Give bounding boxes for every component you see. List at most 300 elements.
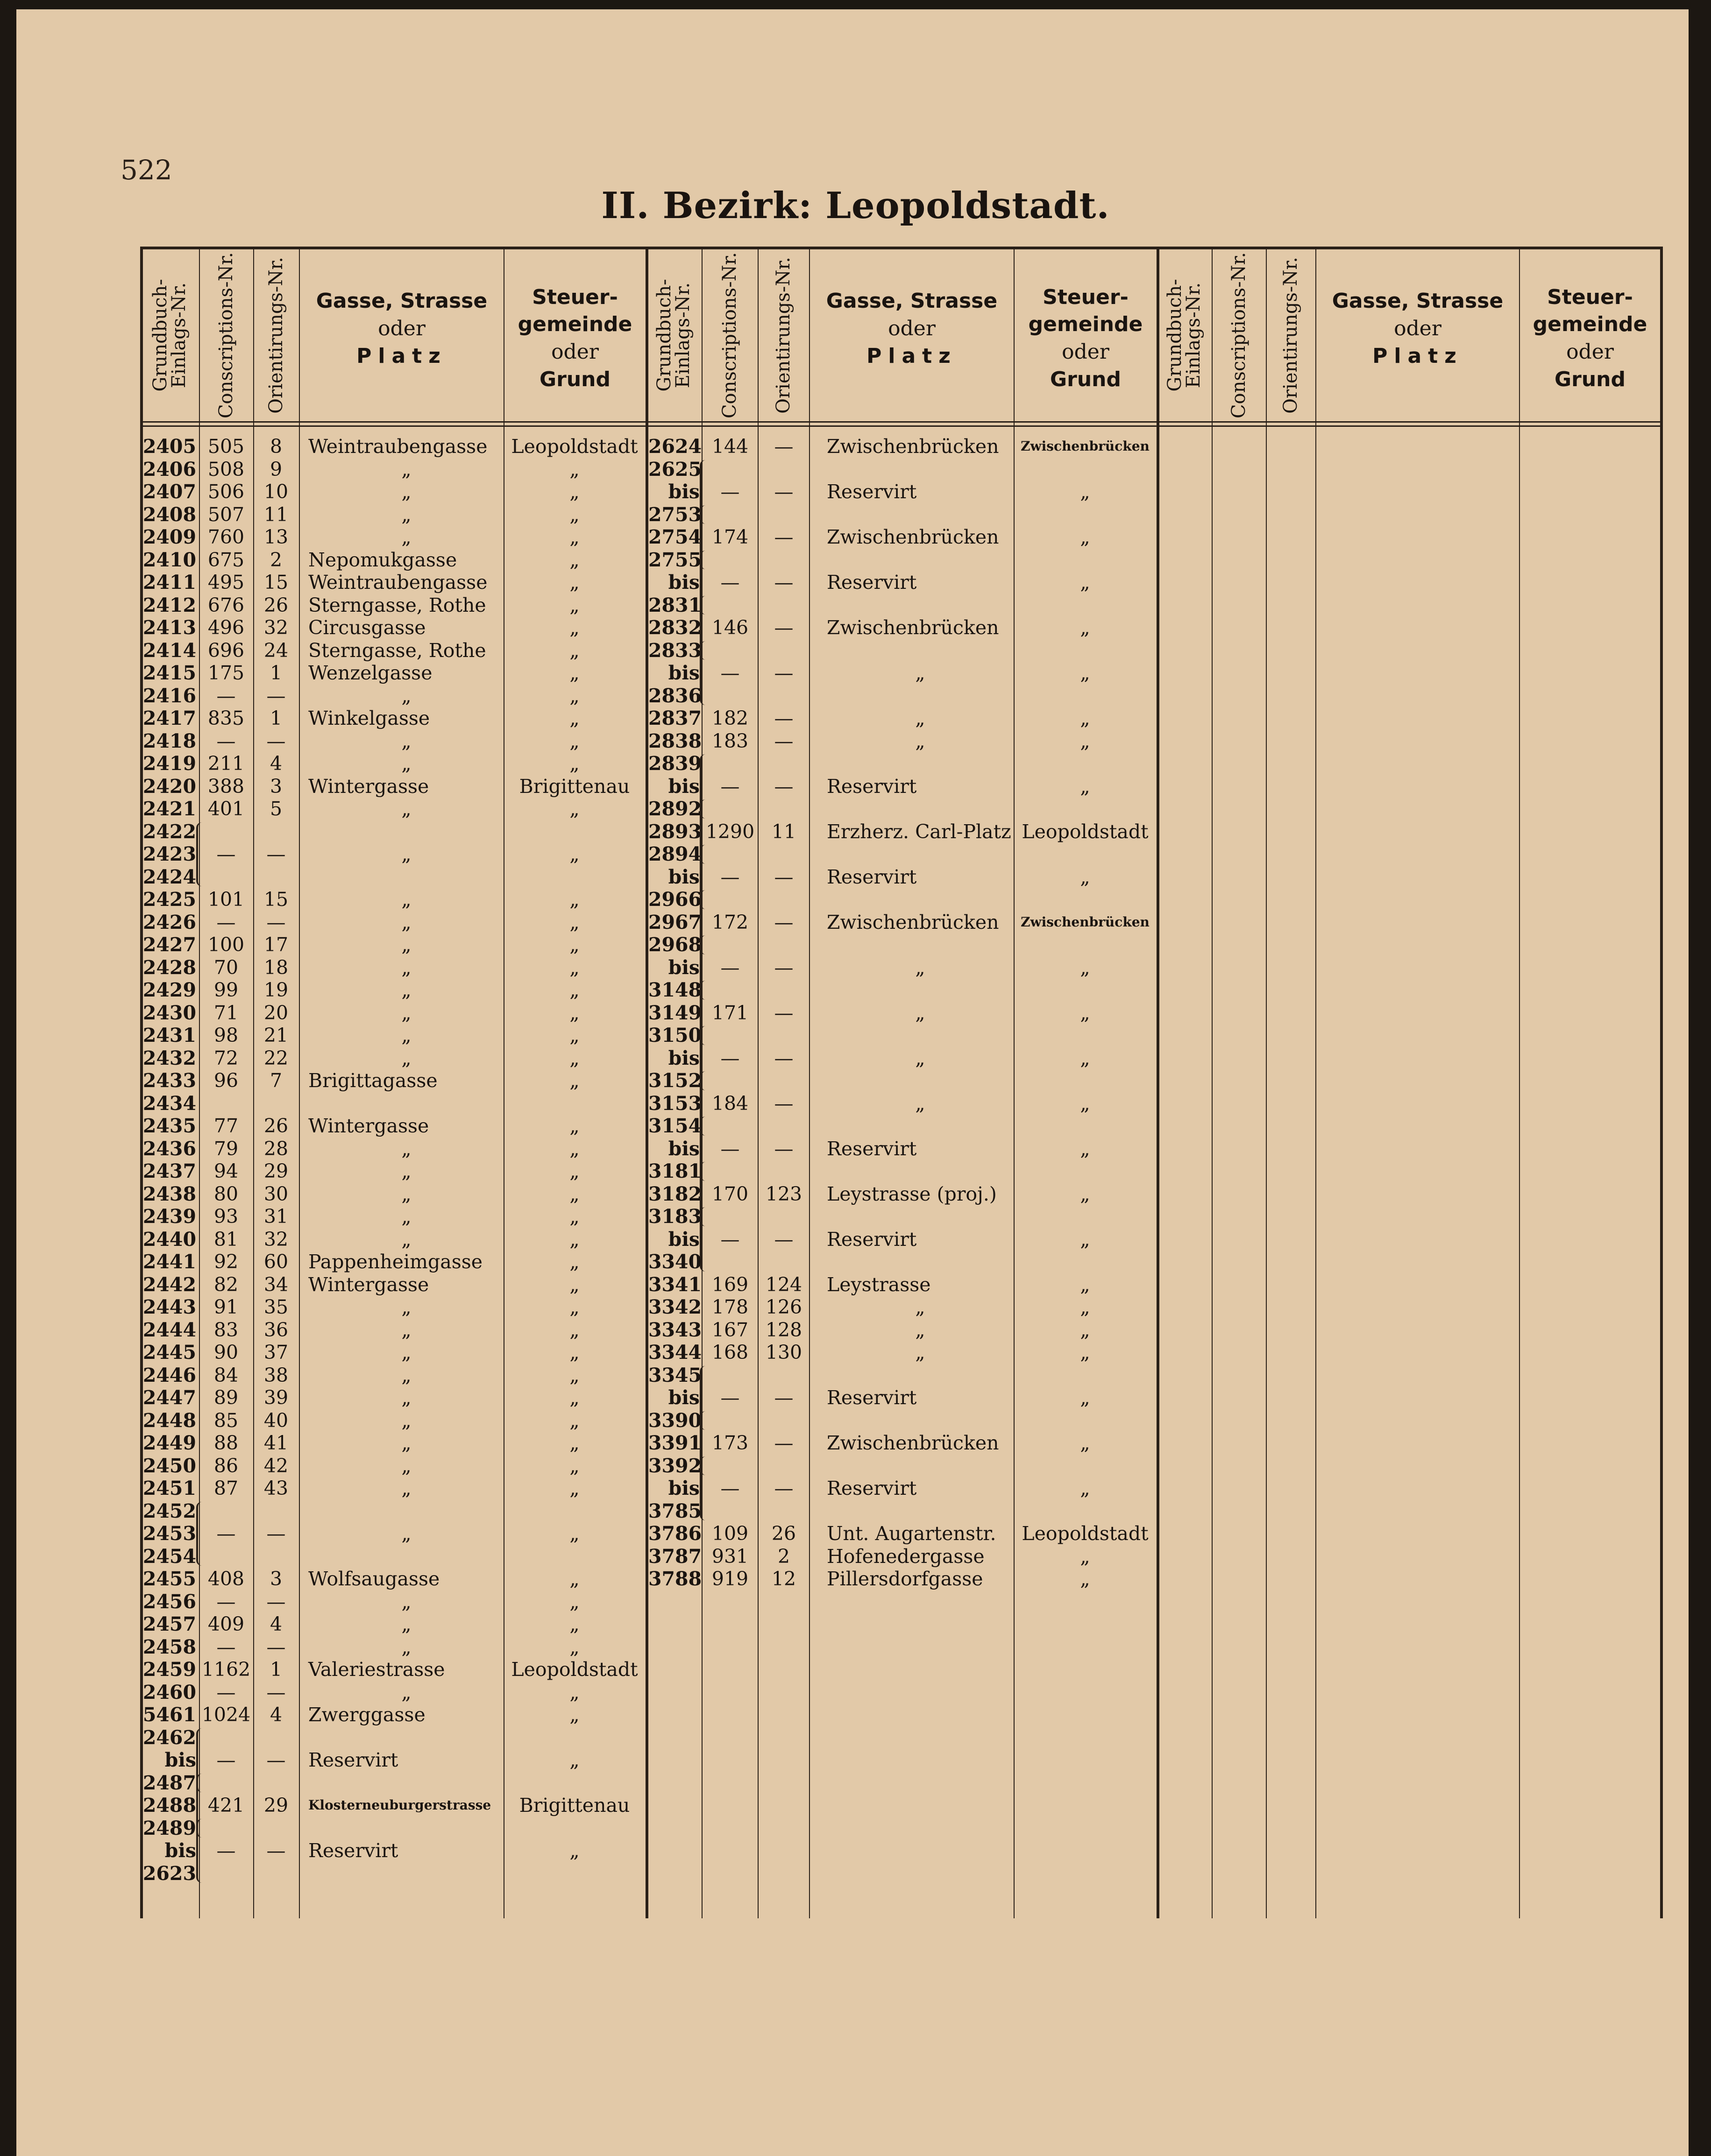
conscriptions-nr: — xyxy=(720,1386,740,1409)
street-name: „ xyxy=(401,1635,412,1658)
conscriptions-nr: 183 xyxy=(711,729,749,752)
column-rule xyxy=(299,247,300,1918)
orientirungs-nr: — xyxy=(774,1386,794,1409)
orientirungs-nr: — xyxy=(266,1522,286,1545)
street-name: „ xyxy=(401,458,412,481)
grundbuch-nr: 2438 xyxy=(142,1182,196,1205)
orientirungs-nr: 34 xyxy=(263,1273,289,1296)
grundbuch-nr: 2427 xyxy=(142,933,196,956)
grundbuch-nr: 2445 xyxy=(142,1341,196,1364)
conscriptions-nr: 174 xyxy=(711,526,749,548)
grundbuch-nr: 3183 xyxy=(648,1205,702,1228)
grundbuch-nr: 2409 xyxy=(142,526,196,548)
grundbuch-nr: 2754 xyxy=(648,526,702,548)
header-steuer-line: oder xyxy=(1062,340,1109,364)
orientirungs-nr: 17 xyxy=(263,933,289,956)
header-steuer-line: oder xyxy=(551,340,599,364)
orientirungs-nr: 36 xyxy=(263,1318,289,1341)
grundbuch-nr: 3390 xyxy=(648,1409,702,1432)
street-name: „ xyxy=(915,1092,925,1115)
street-name: „ xyxy=(401,1137,412,1160)
column-rule xyxy=(1660,247,1663,1918)
grundbuch-nr: 2406 xyxy=(142,458,196,481)
orientirungs-nr: 8 xyxy=(270,435,283,458)
tax-municipality: „ xyxy=(569,526,580,548)
tax-municipality: „ xyxy=(1080,729,1090,752)
orientirungs-nr: — xyxy=(774,571,794,594)
tax-municipality: „ xyxy=(569,1228,580,1251)
orientirungs-nr: 1 xyxy=(270,1658,283,1681)
conscriptions-nr: 408 xyxy=(207,1568,245,1590)
grundbuch-nr: 2435 xyxy=(142,1115,196,1137)
grundbuch-nr: 3181 xyxy=(648,1160,702,1182)
street-name: Reservirt xyxy=(827,1137,917,1160)
page-title: II. Bezirk: Leopoldstadt. xyxy=(601,184,1110,227)
street-name: Hofenedergasse xyxy=(827,1545,985,1568)
header-gasse-line: oder xyxy=(1394,317,1441,340)
orientirungs-nr: — xyxy=(774,707,794,729)
conscriptions-nr: — xyxy=(216,1635,236,1658)
street-name: Zwischenbrücken xyxy=(827,1432,999,1454)
street-name: „ xyxy=(915,1046,925,1069)
header-grundbuch-label: Grundbuch- Einlags-Nr. xyxy=(653,279,694,392)
tax-municipality: „ xyxy=(569,1477,580,1499)
conscriptions-nr: — xyxy=(216,1522,236,1545)
header-steuer-line: Grund xyxy=(1555,368,1626,391)
tax-municipality: „ xyxy=(569,1613,580,1635)
conscriptions-nr: — xyxy=(216,843,236,865)
grundbuch-nr: 2408 xyxy=(142,503,196,526)
grundbuch-nr: 2416 xyxy=(142,684,196,707)
street-name: Reservirt xyxy=(827,571,917,594)
conscriptions-nr: 77 xyxy=(213,1115,239,1137)
orientirungs-nr: 31 xyxy=(263,1205,289,1228)
street-name: „ xyxy=(401,1205,412,1228)
column-rule xyxy=(1519,247,1520,1918)
conscriptions-nr: — xyxy=(216,1839,236,1862)
grundbuch-nr: 3340 xyxy=(648,1251,702,1273)
street-name: Brigittagasse xyxy=(308,1069,438,1092)
grundbuch-nr: 3150 xyxy=(648,1024,702,1046)
grundbuch-nr: 2967 xyxy=(648,911,702,933)
orientirungs-nr: — xyxy=(774,1477,794,1499)
conscriptions-nr: — xyxy=(720,571,740,594)
orientirungs-nr: 29 xyxy=(263,1160,289,1182)
grundbuch-nr: 2458 xyxy=(142,1635,196,1658)
grundbuch-nr: 2837 xyxy=(648,707,702,729)
tax-municipality: „ xyxy=(569,1205,580,1228)
conscriptions-nr: 84 xyxy=(213,1364,239,1386)
grundbuch-nr: 2447 xyxy=(142,1386,196,1409)
tax-municipality: Brigittenau xyxy=(519,775,630,798)
orientirungs-nr: 26 xyxy=(771,1522,796,1545)
orientirungs-nr: 124 xyxy=(765,1273,802,1296)
header-steuergemeinde xyxy=(504,284,646,393)
header-gasse-line: Gasse, Strasse xyxy=(826,289,998,313)
conscriptions-nr: 184 xyxy=(711,1092,749,1115)
tax-municipality: „ xyxy=(569,1568,580,1590)
grundbuch-nr: 3341 xyxy=(648,1273,702,1296)
tax-municipality: „ xyxy=(569,729,580,752)
street-name: „ xyxy=(401,1477,412,1499)
grundbuch-nr: bis xyxy=(668,481,700,503)
conscriptions-nr: 178 xyxy=(711,1296,749,1318)
street-name: „ xyxy=(401,1160,412,1182)
street-name: „ xyxy=(915,707,925,729)
orientirungs-nr: 9 xyxy=(270,458,283,481)
tax-municipality: „ xyxy=(569,1137,580,1160)
grundbuch-nr: 2423 xyxy=(142,843,196,865)
column-rule xyxy=(1212,247,1213,1918)
tax-municipality: „ xyxy=(569,571,580,594)
tax-municipality: „ xyxy=(569,1318,580,1341)
conscriptions-nr: 99 xyxy=(213,979,239,1001)
grundbuch-nr: 3149 xyxy=(648,1001,702,1024)
column-rule xyxy=(1266,247,1267,1918)
conscriptions-nr: 82 xyxy=(213,1273,239,1296)
tax-municipality: „ xyxy=(1080,1568,1090,1590)
tax-municipality: „ xyxy=(569,843,580,865)
tax-municipality: „ xyxy=(1080,1386,1090,1409)
street-name: „ xyxy=(401,752,412,775)
grundbuch-nr: 2429 xyxy=(142,979,196,1001)
tax-municipality: Leopoldstadt xyxy=(511,1658,638,1681)
orientirungs-nr: 26 xyxy=(263,1115,289,1137)
conscriptions-nr: 80 xyxy=(213,1182,239,1205)
street-name: „ xyxy=(401,1364,412,1386)
conscriptions-nr: — xyxy=(720,1046,740,1069)
orientirungs-nr: 15 xyxy=(263,571,289,594)
street-name: Zwischenbrücken xyxy=(827,526,999,548)
street-name: „ xyxy=(401,1409,412,1432)
street-name: Reservirt xyxy=(827,1477,917,1499)
grundbuch-nr: 2452 xyxy=(142,1499,196,1522)
street-name: „ xyxy=(401,843,412,865)
header-bottom-rule xyxy=(140,425,1663,427)
orientirungs-nr: 38 xyxy=(263,1364,289,1386)
grundbuch-nr: 2434 xyxy=(142,1092,196,1115)
header-steuer-line: Grund xyxy=(1050,368,1121,391)
grundbuch-nr: 2457 xyxy=(142,1613,196,1635)
grundbuch-nr: 2407 xyxy=(142,481,196,503)
conscriptions-nr: 94 xyxy=(213,1160,239,1182)
grundbuch-nr: 2450 xyxy=(142,1454,196,1477)
orientirungs-nr: 7 xyxy=(270,1069,283,1092)
street-name: „ xyxy=(401,526,412,548)
orientirungs-nr: — xyxy=(266,1839,286,1862)
orientirungs-nr: — xyxy=(774,865,794,888)
tax-municipality: „ xyxy=(569,1115,580,1137)
grundbuch-nr: 3343 xyxy=(648,1318,702,1341)
orientirungs-nr: 39 xyxy=(263,1386,289,1409)
grundbuch-nr: 2455 xyxy=(142,1568,196,1590)
street-name: „ xyxy=(401,481,412,503)
orientirungs-nr: 20 xyxy=(263,1001,289,1024)
grundbuch-nr: 2755 xyxy=(648,548,702,571)
column-rule xyxy=(758,247,759,1918)
orientirungs-nr: — xyxy=(266,1749,286,1771)
grundbuch-nr: 2432 xyxy=(142,1046,196,1069)
tax-municipality: „ xyxy=(1080,1296,1090,1318)
conscriptions-nr: 835 xyxy=(207,707,245,729)
grundbuch-nr: bis xyxy=(668,662,700,684)
street-name: „ xyxy=(401,1024,412,1046)
grundbuch-nr: 2441 xyxy=(142,1251,196,1273)
conscriptions-nr: 507 xyxy=(207,503,245,526)
orientirungs-nr: 3 xyxy=(270,775,283,798)
conscriptions-nr: 144 xyxy=(711,435,749,458)
conscriptions-nr: 169 xyxy=(711,1273,749,1296)
conscriptions-nr: — xyxy=(720,1137,740,1160)
tax-municipality: „ xyxy=(569,1160,580,1182)
tax-municipality: „ xyxy=(569,1749,580,1771)
grundbuch-nr: 3787 xyxy=(648,1545,702,1568)
grundbuch-nr: 2839 xyxy=(648,752,702,775)
orientirungs-nr: 4 xyxy=(270,1613,283,1635)
grundbuch-nr: 3154 xyxy=(648,1115,702,1137)
grundbuch-nr: bis xyxy=(164,1839,196,1862)
conscriptions-nr: 89 xyxy=(213,1386,239,1409)
orientirungs-nr: 26 xyxy=(263,594,289,616)
conscriptions-nr: 171 xyxy=(711,1001,749,1024)
grundbuch-nr: 2426 xyxy=(142,911,196,933)
street-name: Wintergasse xyxy=(308,1273,429,1296)
orientirungs-nr: 11 xyxy=(771,820,796,843)
orientirungs-nr: — xyxy=(774,526,794,548)
tax-municipality: „ xyxy=(569,458,580,481)
orientirungs-nr: 32 xyxy=(263,616,289,639)
grundbuch-nr: bis xyxy=(668,1137,700,1160)
street-name: „ xyxy=(401,729,412,752)
tax-municipality: „ xyxy=(569,798,580,820)
orientirungs-nr: 2 xyxy=(270,548,283,571)
orientirungs-nr: — xyxy=(266,1590,286,1613)
conscriptions-nr: 1024 xyxy=(201,1704,251,1726)
orientirungs-nr: 43 xyxy=(263,1477,289,1499)
conscriptions-nr: 85 xyxy=(213,1409,239,1432)
grundbuch-nr: 2966 xyxy=(648,888,702,911)
header-steuer-line: oder xyxy=(1566,340,1614,364)
grundbuch-nr: 2624 xyxy=(648,435,702,458)
conscriptions-nr: 675 xyxy=(207,548,245,571)
grundbuch-nr: 2413 xyxy=(142,616,196,639)
tax-municipality: „ xyxy=(569,956,580,979)
grundbuch-nr: 2444 xyxy=(142,1318,196,1341)
grundbuch-nr: 2449 xyxy=(142,1432,196,1454)
tax-municipality: „ xyxy=(1080,1137,1090,1160)
orientirungs-nr: — xyxy=(266,684,286,707)
grundbuch-nr: 2419 xyxy=(142,752,196,775)
street-name: Zwerggasse xyxy=(308,1704,426,1726)
tax-municipality: „ xyxy=(1080,1046,1090,1069)
tax-municipality: „ xyxy=(569,1590,580,1613)
grundbuch-nr: 2421 xyxy=(142,798,196,820)
grundbuch-nr: 2625 xyxy=(648,458,702,481)
street-name: Sterngasse, Rothe xyxy=(308,594,486,616)
grundbuch-nr: 2430 xyxy=(142,1001,196,1024)
tax-municipality: „ xyxy=(569,1522,580,1545)
tax-municipality: „ xyxy=(569,933,580,956)
tax-municipality: „ xyxy=(569,1681,580,1704)
tax-municipality: „ xyxy=(1080,1001,1090,1024)
street-name: Unt. Augartenstr. xyxy=(827,1522,996,1545)
street-name: Leystrasse xyxy=(827,1273,931,1296)
conscriptions-nr: 172 xyxy=(711,911,749,933)
tax-municipality: Zwischenbrücken xyxy=(1021,438,1150,454)
orientirungs-nr: — xyxy=(774,956,794,979)
tax-municipality: „ xyxy=(569,1024,580,1046)
tax-municipality: Zwischenbrücken xyxy=(1021,914,1150,930)
tax-municipality: Leopoldstadt xyxy=(1022,1522,1149,1545)
tax-municipality: „ xyxy=(569,481,580,503)
tax-municipality: „ xyxy=(569,1432,580,1454)
orientirungs-nr: — xyxy=(266,1681,286,1704)
header-gasse xyxy=(810,288,1014,370)
conscriptions-nr: 167 xyxy=(711,1318,749,1341)
header-orientirungs-label: Orientirungs-Nr. xyxy=(1280,257,1301,414)
conscriptions-nr: 91 xyxy=(213,1296,239,1318)
conscriptions-nr: 93 xyxy=(213,1205,239,1228)
tax-municipality: „ xyxy=(569,639,580,662)
grundbuch-nr: bis xyxy=(164,1749,196,1771)
tax-municipality: „ xyxy=(569,1046,580,1069)
tax-municipality: „ xyxy=(569,503,580,526)
conscriptions-nr: 421 xyxy=(207,1794,245,1817)
street-name: „ xyxy=(915,1341,925,1364)
conscriptions-nr: 506 xyxy=(207,481,245,503)
conscriptions-nr: — xyxy=(720,1477,740,1499)
conscriptions-nr: 86 xyxy=(213,1454,239,1477)
orientirungs-nr: 123 xyxy=(765,1182,802,1205)
grundbuch-nr: 2410 xyxy=(142,548,196,571)
grundbuch-nr: 2442 xyxy=(142,1273,196,1296)
grundbuch-nr: 2453 xyxy=(142,1522,196,1545)
conscriptions-nr: 70 xyxy=(213,956,239,979)
orientirungs-nr: — xyxy=(774,911,794,933)
tax-municipality: „ xyxy=(569,1409,580,1432)
header-steuergemeinde xyxy=(1015,284,1157,393)
street-name: Winkelgasse xyxy=(308,707,430,729)
conscriptions-nr: 81 xyxy=(213,1228,239,1251)
tax-municipality: „ xyxy=(1080,526,1090,548)
orientirungs-nr: — xyxy=(774,1137,794,1160)
conscriptions-nr: 71 xyxy=(213,1001,239,1024)
street-name: „ xyxy=(401,933,412,956)
grundbuch-nr: 2831 xyxy=(648,594,702,616)
orientirungs-nr: 130 xyxy=(765,1341,802,1364)
grundbuch-nr: 2832 xyxy=(648,616,702,639)
grundbuch-nr: bis xyxy=(668,571,700,594)
tax-municipality: „ xyxy=(569,1704,580,1726)
conscriptions-nr: 496 xyxy=(207,616,245,639)
conscriptions-nr: 83 xyxy=(213,1318,239,1341)
conscriptions-nr: — xyxy=(216,1681,236,1704)
tax-municipality: „ xyxy=(569,752,580,775)
street-name: „ xyxy=(915,1296,925,1318)
street-name: Sterngasse, Rothe xyxy=(308,639,486,662)
orientirungs-nr: 4 xyxy=(270,752,283,775)
street-name: „ xyxy=(401,1681,412,1704)
grundbuch-nr: 2460 xyxy=(142,1681,196,1704)
conscriptions-nr: 919 xyxy=(711,1568,749,1590)
grundbuch-nr: 2420 xyxy=(142,775,196,798)
street-name: Reservirt xyxy=(827,1386,917,1409)
street-name: „ xyxy=(915,956,925,979)
grundbuch-nr: 2489 xyxy=(142,1817,196,1839)
orientirungs-nr: — xyxy=(774,1092,794,1115)
grundbuch-nr: 2412 xyxy=(142,594,196,616)
grundbuch-nr: bis xyxy=(668,865,700,888)
conscriptions-nr: 100 xyxy=(207,933,245,956)
grundbuch-nr: bis xyxy=(668,1386,700,1409)
grundbuch-nr: 2459 xyxy=(142,1658,196,1681)
header-gasse-line: Platz xyxy=(1372,344,1463,368)
conscriptions-nr: — xyxy=(720,662,740,684)
grundbuch-nr: 2411 xyxy=(142,571,196,594)
conscriptions-nr: 146 xyxy=(711,616,749,639)
street-name: „ xyxy=(401,1228,412,1251)
header-gasse-line: oder xyxy=(378,317,426,340)
grundbuch-nr: 2425 xyxy=(142,888,196,911)
page-number: 522 xyxy=(121,154,172,186)
conscriptions-nr: 401 xyxy=(207,798,245,820)
street-name: Nepomukgasse xyxy=(308,548,457,571)
conscriptions-nr: — xyxy=(216,684,236,707)
street-name: „ xyxy=(915,662,925,684)
street-name: „ xyxy=(401,1590,412,1613)
orientirungs-nr: — xyxy=(774,435,794,458)
tax-municipality: „ xyxy=(1080,707,1090,729)
grundbuch-nr: 2456 xyxy=(142,1590,196,1613)
street-name: Leystrasse (proj.) xyxy=(827,1182,997,1205)
grundbuch-nr: 3786 xyxy=(648,1522,702,1545)
group-brace xyxy=(196,822,202,887)
orientirungs-nr: 19 xyxy=(263,979,289,1001)
conscriptions-nr: 1290 xyxy=(705,820,755,843)
orientirungs-nr: 1 xyxy=(270,662,283,684)
tax-municipality: „ xyxy=(569,594,580,616)
address-register-table xyxy=(140,247,1663,1918)
tax-municipality: „ xyxy=(569,1341,580,1364)
orientirungs-nr: 2 xyxy=(777,1545,790,1568)
street-name: Weintraubengasse xyxy=(308,571,488,594)
grundbuch-nr: 2893 xyxy=(648,820,702,843)
street-name: „ xyxy=(401,1613,412,1635)
orientirungs-nr: 37 xyxy=(263,1341,289,1364)
street-name: „ xyxy=(401,1296,412,1318)
street-name: „ xyxy=(915,729,925,752)
conscriptions-nr: 98 xyxy=(213,1024,239,1046)
conscriptions-nr: 505 xyxy=(207,435,245,458)
conscriptions-nr: 87 xyxy=(213,1477,239,1499)
conscriptions-nr: 211 xyxy=(207,752,245,775)
conscriptions-nr: 676 xyxy=(207,594,245,616)
grundbuch-nr: bis xyxy=(668,1046,700,1069)
orientirungs-nr: 15 xyxy=(263,888,289,911)
tax-municipality: „ xyxy=(569,1069,580,1092)
grundbuch-nr: 2437 xyxy=(142,1160,196,1182)
grundbuch-nr: 2439 xyxy=(142,1205,196,1228)
header-conscriptions-label: Conscriptions-Nr. xyxy=(215,252,237,419)
tax-municipality: „ xyxy=(569,979,580,1001)
header-conscriptions-label: Conscriptions-Nr. xyxy=(719,252,740,419)
orientirungs-nr: — xyxy=(774,1432,794,1454)
header-gasse-line: Gasse, Strasse xyxy=(1332,289,1504,313)
street-name: „ xyxy=(401,1182,412,1205)
tax-municipality: „ xyxy=(569,1251,580,1273)
tax-municipality: „ xyxy=(569,662,580,684)
header-conscriptions-label: Conscriptions-Nr. xyxy=(1228,252,1250,419)
